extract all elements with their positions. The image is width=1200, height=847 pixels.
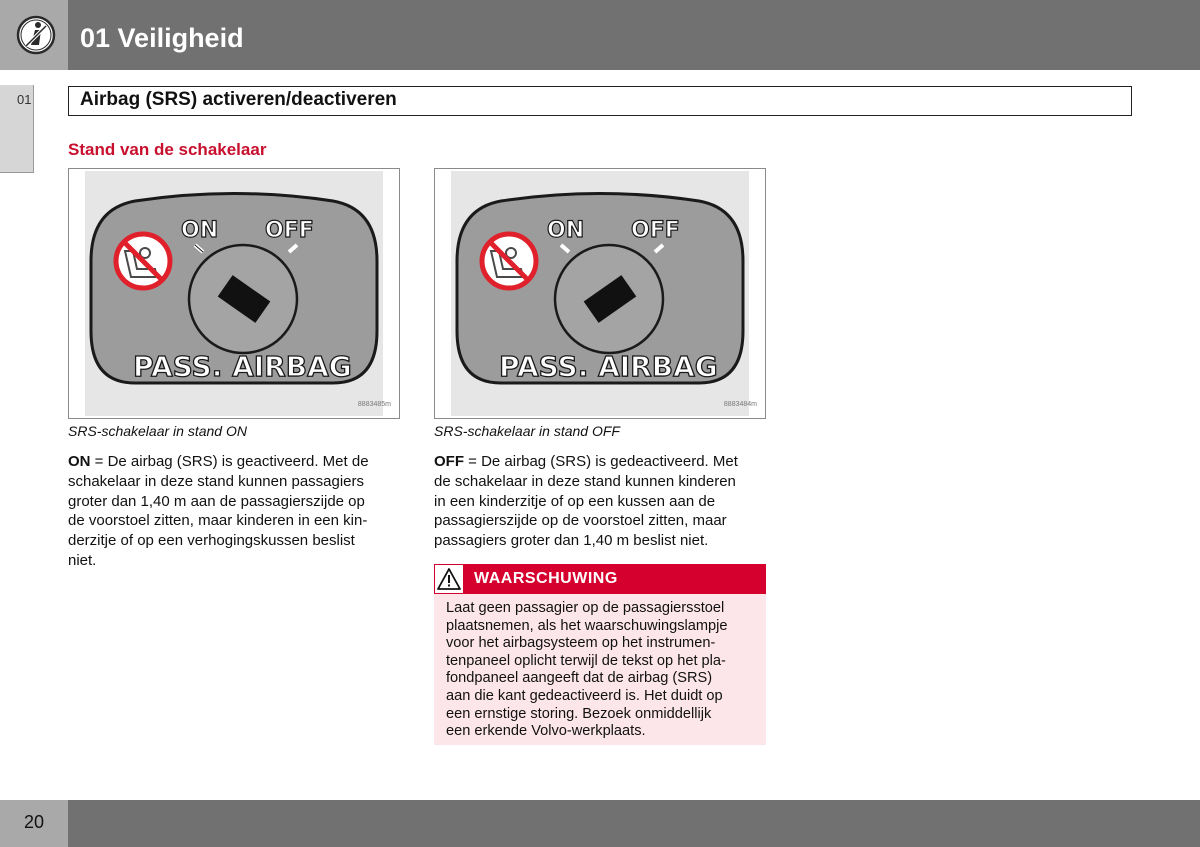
on-description	[68, 452, 398, 571]
panel-text: PASS. AIRBAG	[499, 350, 718, 383]
warning-line: voor het airbagsysteem op het instrumen-	[446, 635, 716, 652]
figure-caption-on: SRS-schakelaar in stand ON	[68, 423, 247, 439]
figure-image-code: 8883485m	[357, 401, 391, 408]
child-seat-prohibited-icon	[482, 234, 536, 288]
airbag-switch-illustration-off	[451, 171, 749, 416]
on-label: ON	[547, 218, 585, 243]
warning-icon-box	[434, 564, 464, 594]
figure-caption-off: SRS-schakelaar in stand OFF	[434, 423, 620, 439]
off-line: passagiers groter dan 1,40 m beslist niet.	[434, 532, 709, 550]
warning-body	[434, 594, 766, 745]
section-title: Airbag (SRS) activeren/deactiveren	[80, 89, 397, 110]
warning-line: Laat geen passagier op de passagiersstoel	[446, 600, 725, 616]
warning-line: plaatsnemen, als het waarschuwingslampje	[446, 617, 728, 634]
on-term: ON	[68, 453, 91, 470]
footer-band	[0, 800, 1200, 847]
warning-title: WAARSCHUWING	[474, 570, 618, 587]
on-line: schakelaar in deze stand kunnen passagiers	[68, 472, 365, 490]
figure-switch-off	[434, 168, 766, 419]
off-label: OFF	[631, 218, 680, 243]
off-label: OFF	[265, 218, 314, 243]
off-line: passagierszijde op de voorstoel zitten, maar	[434, 512, 727, 530]
figure-image-code: 8883484m	[723, 401, 757, 408]
on-line: de voorstoel zitten, maar kinderen in een kin-	[68, 512, 368, 530]
panel-text: PASS. AIRBAG	[133, 350, 352, 383]
side-tab-label: 01	[17, 92, 32, 107]
subheading: Stand van de schakelaar	[68, 140, 267, 159]
chapter-title: 01 Veiligheid	[80, 23, 244, 53]
warning-line: een erkende Volvo-werkplaats.	[446, 723, 646, 740]
warning-line: een ernstige storing. Bezoek onmiddellijk	[446, 705, 712, 722]
off-line: = De airbag (SRS) is gedeactiveerd. Met	[464, 453, 738, 470]
on-line: niet.	[68, 551, 97, 569]
warning-header	[434, 564, 766, 594]
airbag-switch-illustration-on	[85, 171, 383, 416]
off-term: OFF	[434, 453, 464, 470]
seatbelt-warning-icon	[16, 15, 56, 55]
header-icon-block	[0, 0, 68, 70]
warning-triangle-icon	[435, 565, 463, 593]
on-line: groter dan 1,40 m aan de passagierszijde op	[68, 492, 365, 510]
warning-line: tenpaneel oplicht terwijl de tekst op het pla-	[446, 652, 726, 669]
page-number: 20	[24, 812, 45, 832]
on-label: ON	[181, 218, 219, 243]
off-description	[434, 452, 764, 551]
off-line: de schakelaar in deze stand kunnen kinderen	[434, 472, 736, 490]
figure-switch-on	[68, 168, 400, 419]
on-line: derzitje of op een verhogingskussen beslist	[68, 532, 355, 550]
warning-line: fondpaneel aangeeft dat de airbag (SRS)	[446, 670, 713, 687]
warning-line: aan die kant gedeactiveerd is. Het duidt op	[446, 687, 723, 704]
child-seat-prohibited-icon	[116, 234, 170, 288]
off-line: in een kinderzitje of op een kussen aan de	[434, 492, 716, 510]
on-line: = De airbag (SRS) is geactiveerd. Met de	[90, 453, 369, 470]
